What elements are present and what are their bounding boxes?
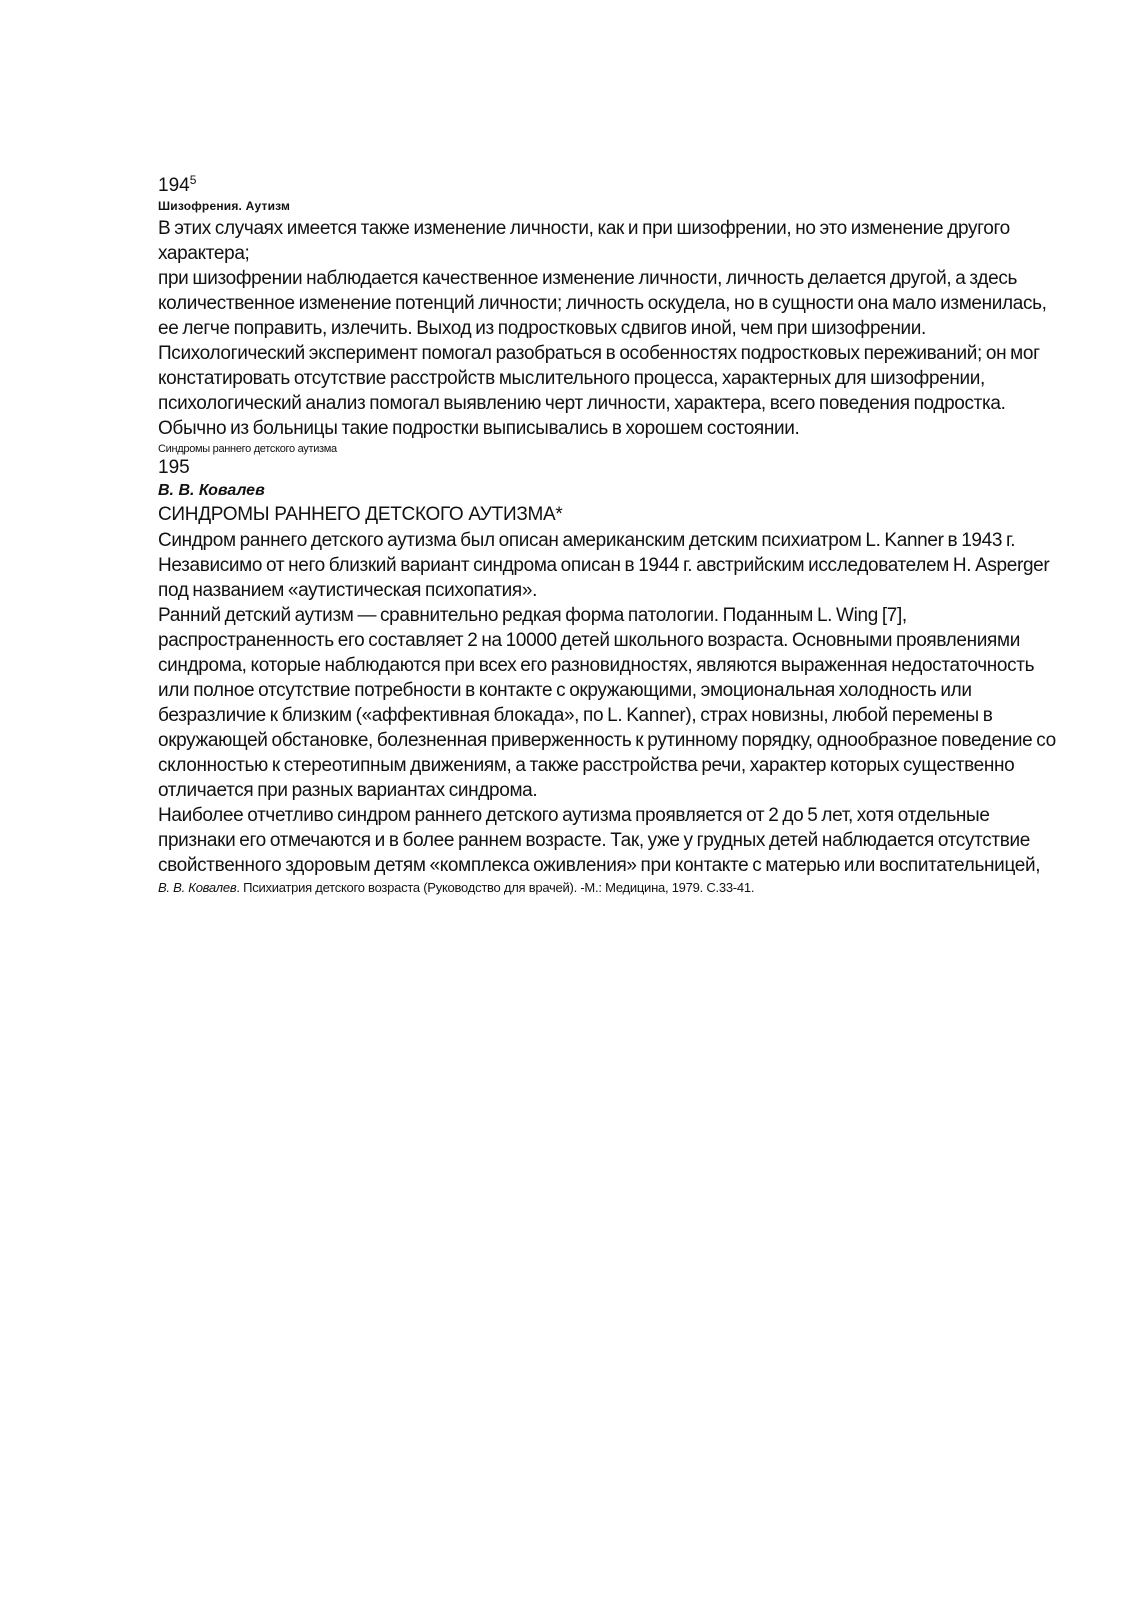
page-number: $194^5$ xyxy=(158,173,197,196)
footnote-author: В. В. Ковалев xyxy=(158,880,237,895)
page-number-2: 195 xyxy=(158,457,190,478)
running-head: Шизофрения. Аутизм xyxy=(158,199,291,213)
page-number-superscript: 5 xyxy=(189,173,197,187)
paragraph: Наиболее отчетливо синдром раннего детского аутизма проявляется от 2 до 5 лет, хотя отдельные признаки его отмечаются и в более раннем возрасте. Так, уже у грудных детей наблюдается отсутствие свойственного здоровым детям «комплекса оживления» при контакте с матерью или воспитательницей, xyxy=(158,805,1041,876)
article-author: В. В. Ковалев xyxy=(158,482,265,499)
document-page xyxy=(158,174,1058,897)
paragraph: В этих случаях имеется также изменение личности, как и при шизофрении, но это изменение другого характера; xyxy=(158,218,1010,264)
paragraph: при шизофрении наблюдается качественное изменение личности, личность делается другой, а здесь количественное изменение потенций личности; личность оскудела, но в сущности она мало изменилась, ее легче поправить, излечить. Выход из подростковых сдвигов иной, чем при шизофрении. Психологический эксперимент помогал разобраться в особенностях подростковых переживаний; он мог констатировать отсутствие расстройств мыслительного процесса, характерных для шизофрении, психологический анализ помогал выявлению черт личности, характера, всего поведения подростка. Обычно из больницы такие подростки выписывались в хорошем состоянии. xyxy=(158,268,1047,439)
running-head-section: Синдромы раннего детского аутизма xyxy=(158,443,337,455)
article-title: СИНДРОМЫ РАННЕГО ДЕТСКОГО АУТИЗМА* xyxy=(158,504,563,525)
footnote xyxy=(158,879,1058,897)
paragraph: Ранний детский аутизм — сравнительно редкая форма патологии. Поданным L. Wing [7], распространенность его составляет 2 на 10000 детей школьного возраста. Основными проявлениями синдрома, которые наблюдаются при всех его разновидностях, являются выраженная недостаточность или полное отсутствие потребности в контакте с окружающими, эмоциональная холодность или безразличие к близким («аффективная блокада», по L. Kanner), страх новизны, любой перемены в окружающей обстановке, болезненная приверженность к рутинному порядку, однообразное поведение со склонностью к стереотипным движениям, а также расстройства речи, характер которых существенно отличается при разных вариантах синдрома. xyxy=(158,605,1056,801)
footnote-text: . Психиатрия детского возраста (Руководство для врачей). -М.: Медицина, 1979. С.33-41. xyxy=(236,880,755,895)
paragraph: Синдром раннего детского аутизма был описан американским детским психиатром L. Kanner в 1943 г. Независимо от него близкий вариант синдрома описан в 1944 г. австрийским исследователем Н. Asperger под названием «аутистическая психопатия». xyxy=(158,530,1050,601)
